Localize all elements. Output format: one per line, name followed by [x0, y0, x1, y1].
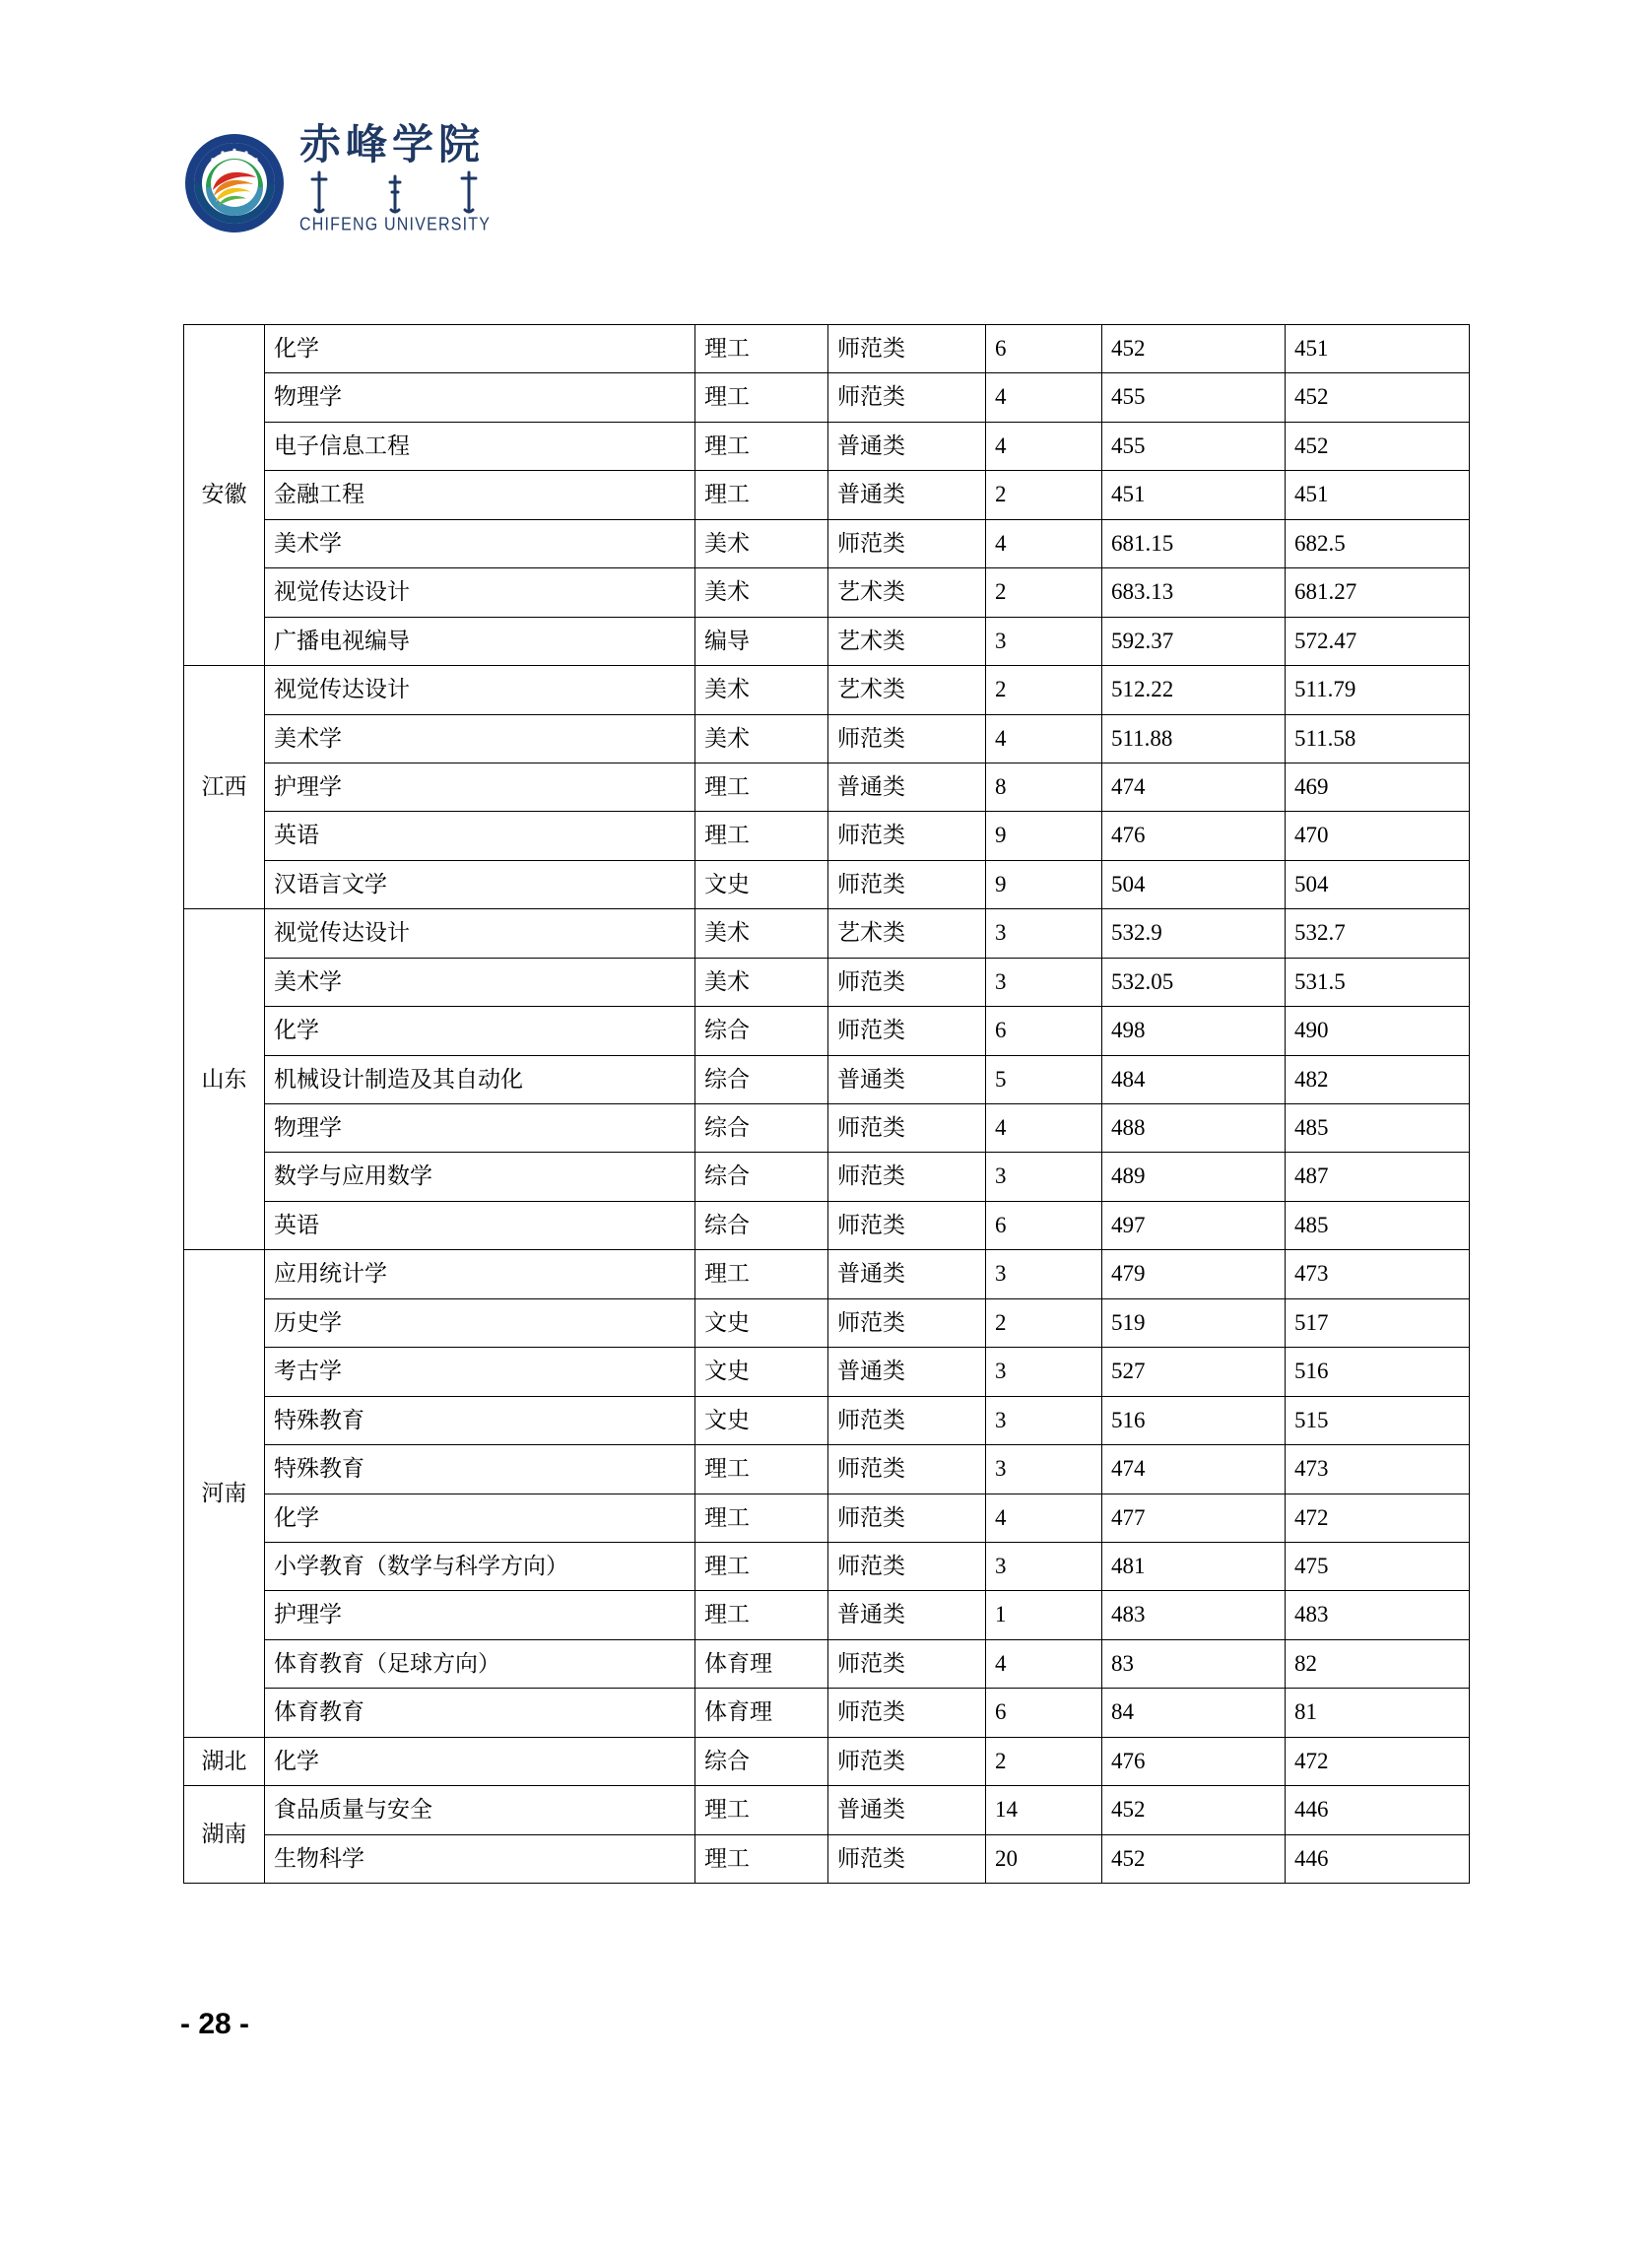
cell-high-score: 504: [1102, 860, 1286, 908]
table-row: [184, 1153, 1470, 1201]
cell-low-score: 81: [1286, 1689, 1470, 1737]
cell-high-score: 452: [1102, 1786, 1286, 1834]
cell-low-score: 470: [1286, 812, 1470, 860]
cell-count: 3: [986, 1153, 1102, 1201]
cell-high-score: 516: [1102, 1396, 1286, 1444]
cell-count: 5: [986, 1055, 1102, 1103]
cell-category: 师范类: [828, 1834, 986, 1883]
cell-category: 师范类: [828, 860, 986, 908]
cell-province: 安徽: [184, 325, 265, 666]
cell-count: 4: [986, 1639, 1102, 1688]
cell-category: 普通类: [828, 1348, 986, 1396]
cell-low-score: 516: [1286, 1348, 1470, 1396]
cell-category: 普通类: [828, 471, 986, 519]
cell-category: 师范类: [828, 1396, 986, 1444]
cell-category: 师范类: [828, 1494, 986, 1542]
cell-category: 师范类: [828, 1689, 986, 1737]
cell-high-score: 527: [1102, 1348, 1286, 1396]
table-row: [184, 1348, 1470, 1396]
cell-subject: 综合: [695, 1007, 828, 1055]
cell-subject: 综合: [695, 1737, 828, 1785]
cell-major: 汉语言文学: [265, 860, 695, 908]
cell-count: 2: [986, 568, 1102, 617]
cell-category: 师范类: [828, 1104, 986, 1153]
cell-count: 3: [986, 1250, 1102, 1298]
table-row: [184, 1298, 1470, 1347]
cell-count: 2: [986, 666, 1102, 714]
cell-count: 4: [986, 1494, 1102, 1542]
university-name-cn: 赤峰学院: [299, 123, 486, 168]
cell-count: 3: [986, 909, 1102, 958]
cell-high-score: 455: [1102, 373, 1286, 422]
cell-category: 普通类: [828, 763, 986, 811]
cell-subject: 理工: [695, 1591, 828, 1639]
table-row: [184, 1786, 1470, 1834]
table-row: [184, 1639, 1470, 1688]
cell-category: 师范类: [828, 812, 986, 860]
cell-subject: 美术: [695, 714, 828, 763]
cell-major: 广播电视编导: [265, 617, 695, 665]
cell-count: 3: [986, 1542, 1102, 1590]
cell-subject: 理工: [695, 1250, 828, 1298]
cell-high-score: 476: [1102, 1737, 1286, 1785]
table-row: [184, 519, 1470, 567]
cell-major: 化学: [265, 325, 695, 373]
cell-subject: 理工: [695, 422, 828, 470]
cell-high-score: 512.22: [1102, 666, 1286, 714]
cell-major: 英语: [265, 812, 695, 860]
cell-subject: 美术: [695, 519, 828, 567]
cell-high-score: 681.15: [1102, 519, 1286, 567]
cell-subject: 综合: [695, 1104, 828, 1153]
cell-major: 护理学: [265, 1591, 695, 1639]
cell-high-score: 532.05: [1102, 958, 1286, 1006]
cell-low-score: 515: [1286, 1396, 1470, 1444]
cell-subject: 理工: [695, 471, 828, 519]
cell-category: 师范类: [828, 519, 986, 567]
cell-count: 2: [986, 1737, 1102, 1785]
cell-major: 视觉传达设计: [265, 909, 695, 958]
table-row: [184, 1055, 1470, 1103]
cell-province: 山东: [184, 909, 265, 1250]
cell-low-score: 532.7: [1286, 909, 1470, 958]
cell-category: 师范类: [828, 1153, 986, 1201]
cell-high-score: 452: [1102, 1834, 1286, 1883]
cell-subject: 美术: [695, 909, 828, 958]
cell-category: 师范类: [828, 1445, 986, 1494]
cell-high-score: 452: [1102, 325, 1286, 373]
cell-category: 普通类: [828, 422, 986, 470]
table-row: [184, 1834, 1470, 1883]
university-name-en: CHIFENG UNIVERSITY: [299, 215, 492, 235]
cell-low-score: 511.79: [1286, 666, 1470, 714]
logo-wordmark: [299, 123, 516, 234]
cell-major: 特殊教育: [265, 1445, 695, 1494]
cell-category: 师范类: [828, 1007, 986, 1055]
cell-subject: 体育理: [695, 1639, 828, 1688]
table-row: [184, 812, 1470, 860]
cell-subject: 文史: [695, 1298, 828, 1347]
table-row: [184, 909, 1470, 958]
cell-major: 食品质量与安全: [265, 1786, 695, 1834]
cell-low-score: 452: [1286, 422, 1470, 470]
cell-province: 河南: [184, 1250, 265, 1737]
cell-category: 普通类: [828, 1786, 986, 1834]
table-row: [184, 471, 1470, 519]
cell-major: 美术学: [265, 958, 695, 1006]
cell-count: 3: [986, 617, 1102, 665]
cell-low-score: 483: [1286, 1591, 1470, 1639]
cell-major: 美术学: [265, 519, 695, 567]
cell-high-score: 488: [1102, 1104, 1286, 1153]
cell-subject: 理工: [695, 812, 828, 860]
cell-major: 英语: [265, 1201, 695, 1249]
cell-low-score: 485: [1286, 1104, 1470, 1153]
cell-count: 2: [986, 1298, 1102, 1347]
cell-high-score: 497: [1102, 1201, 1286, 1249]
cell-count: 20: [986, 1834, 1102, 1883]
cell-count: 2: [986, 471, 1102, 519]
cell-count: 3: [986, 1396, 1102, 1444]
cell-major: 考古学: [265, 1348, 695, 1396]
cell-subject: 综合: [695, 1055, 828, 1103]
cell-low-score: 446: [1286, 1786, 1470, 1834]
cell-low-score: 446: [1286, 1834, 1470, 1883]
cell-category: 师范类: [828, 325, 986, 373]
cell-subject: 综合: [695, 1201, 828, 1249]
cell-count: 1: [986, 1591, 1102, 1639]
table-row: [184, 422, 1470, 470]
cell-category: 普通类: [828, 1591, 986, 1639]
cell-subject: 美术: [695, 568, 828, 617]
table-row: [184, 568, 1470, 617]
cell-subject: 理工: [695, 1542, 828, 1590]
cell-major: 护理学: [265, 763, 695, 811]
cell-low-score: 681.27: [1286, 568, 1470, 617]
document-header: [183, 123, 516, 235]
cell-major: 化学: [265, 1007, 695, 1055]
cell-category: 师范类: [828, 1639, 986, 1688]
cell-count: 14: [986, 1786, 1102, 1834]
cell-low-score: 472: [1286, 1494, 1470, 1542]
cell-low-score: 451: [1286, 325, 1470, 373]
table-row: [184, 1591, 1470, 1639]
cell-high-score: 479: [1102, 1250, 1286, 1298]
table-row: [184, 1104, 1470, 1153]
cell-high-score: 474: [1102, 763, 1286, 811]
cell-high-score: 484: [1102, 1055, 1286, 1103]
cell-subject: 体育理: [695, 1689, 828, 1737]
table-row: [184, 1250, 1470, 1298]
cell-high-score: 476: [1102, 812, 1286, 860]
cell-major: 体育教育: [265, 1689, 695, 1737]
cell-subject: 文史: [695, 860, 828, 908]
cell-low-score: 517: [1286, 1298, 1470, 1347]
cell-province: 江西: [184, 666, 265, 909]
cell-high-score: 483: [1102, 1591, 1286, 1639]
cell-subject: 美术: [695, 666, 828, 714]
cell-province: 湖北: [184, 1737, 265, 1785]
cell-category: 艺术类: [828, 909, 986, 958]
cell-high-score: 489: [1102, 1153, 1286, 1201]
cell-high-score: 455: [1102, 422, 1286, 470]
cell-high-score: 532.9: [1102, 909, 1286, 958]
table-row: [184, 1445, 1470, 1494]
table-row: [184, 325, 1470, 373]
cell-major: 化学: [265, 1494, 695, 1542]
cell-count: 4: [986, 519, 1102, 567]
cell-count: 6: [986, 1689, 1102, 1737]
cell-major: 小学教育（数学与科学方向）: [265, 1542, 695, 1590]
cell-subject: 美术: [695, 958, 828, 1006]
cell-major: 化学: [265, 1737, 695, 1785]
cell-high-score: 474: [1102, 1445, 1286, 1494]
table-row: [184, 860, 1470, 908]
cell-high-score: 477: [1102, 1494, 1286, 1542]
cell-low-score: 472: [1286, 1737, 1470, 1785]
cell-count: 8: [986, 763, 1102, 811]
cell-count: 3: [986, 1445, 1102, 1494]
cell-major: 物理学: [265, 1104, 695, 1153]
cell-major: 金融工程: [265, 471, 695, 519]
table-row: [184, 763, 1470, 811]
cell-category: 艺术类: [828, 568, 986, 617]
cell-low-score: 473: [1286, 1250, 1470, 1298]
cell-major: 应用统计学: [265, 1250, 695, 1298]
cell-category: 艺术类: [828, 666, 986, 714]
cell-high-score: 683.13: [1102, 568, 1286, 617]
admission-score-table: [183, 324, 1470, 1884]
cell-subject: 理工: [695, 1445, 828, 1494]
cell-subject: 编导: [695, 617, 828, 665]
cell-major: 机械设计制造及其自动化: [265, 1055, 695, 1103]
cell-count: 4: [986, 1104, 1102, 1153]
cell-major: 历史学: [265, 1298, 695, 1347]
cell-low-score: 473: [1286, 1445, 1470, 1494]
cell-subject: 理工: [695, 325, 828, 373]
cell-category: 师范类: [828, 373, 986, 422]
cell-low-score: 452: [1286, 373, 1470, 422]
cell-high-score: 511.88: [1102, 714, 1286, 763]
cell-count: 6: [986, 1201, 1102, 1249]
table-row: [184, 1737, 1470, 1785]
table-body: [184, 325, 1470, 1884]
table-row: [184, 714, 1470, 763]
table-row: [184, 1542, 1470, 1590]
table-row: [184, 1201, 1470, 1249]
cell-low-score: 475: [1286, 1542, 1470, 1590]
cell-major: 物理学: [265, 373, 695, 422]
cell-subject: 理工: [695, 1494, 828, 1542]
table-row: [184, 1007, 1470, 1055]
cell-category: 师范类: [828, 1737, 986, 1785]
cell-subject: 理工: [695, 1786, 828, 1834]
cell-low-score: 451: [1286, 471, 1470, 519]
cell-high-score: 519: [1102, 1298, 1286, 1347]
cell-major: 视觉传达设计: [265, 568, 695, 617]
cell-low-score: 511.58: [1286, 714, 1470, 763]
cell-subject: 理工: [695, 1834, 828, 1883]
cell-high-score: 84: [1102, 1689, 1286, 1737]
cell-high-score: 481: [1102, 1542, 1286, 1590]
cell-high-score: 451: [1102, 471, 1286, 519]
cell-low-score: 682.5: [1286, 519, 1470, 567]
cell-count: 3: [986, 1348, 1102, 1396]
cell-major: 电子信息工程: [265, 422, 695, 470]
cell-subject: 综合: [695, 1153, 828, 1201]
cell-major: 视觉传达设计: [265, 666, 695, 714]
table-row: [184, 666, 1470, 714]
table-row: [184, 617, 1470, 665]
table-row: [184, 958, 1470, 1006]
cell-count: 4: [986, 373, 1102, 422]
page-number: - 28 -: [180, 2008, 250, 2040]
cell-subject: 理工: [695, 373, 828, 422]
cell-category: 师范类: [828, 1201, 986, 1249]
table-row: [184, 1689, 1470, 1737]
cell-count: 4: [986, 422, 1102, 470]
cell-subject: 文史: [695, 1348, 828, 1396]
cell-count: 6: [986, 325, 1102, 373]
cell-count: 6: [986, 1007, 1102, 1055]
cell-major: 数学与应用数学: [265, 1153, 695, 1201]
cell-high-score: 83: [1102, 1639, 1286, 1688]
cell-major: 体育教育（足球方向）: [265, 1639, 695, 1688]
cell-category: 普通类: [828, 1250, 986, 1298]
cell-category: 师范类: [828, 714, 986, 763]
cell-category: 师范类: [828, 1542, 986, 1590]
university-name-mongolian: [299, 170, 516, 214]
table-row: [184, 1396, 1470, 1444]
table-row: [184, 373, 1470, 422]
cell-major: 美术学: [265, 714, 695, 763]
table-row: [184, 1494, 1470, 1542]
cell-high-score: 498: [1102, 1007, 1286, 1055]
cell-category: 师范类: [828, 958, 986, 1006]
cell-category: 艺术类: [828, 617, 986, 665]
cell-count: 3: [986, 958, 1102, 1006]
cell-major: 特殊教育: [265, 1396, 695, 1444]
cell-high-score: 592.37: [1102, 617, 1286, 665]
cell-province: 湖南: [184, 1786, 265, 1884]
cell-low-score: 490: [1286, 1007, 1470, 1055]
cell-low-score: 482: [1286, 1055, 1470, 1103]
admission-score-table-wrapper: [183, 324, 1469, 1884]
cell-low-score: 469: [1286, 763, 1470, 811]
chifeng-university-emblem-icon: [183, 132, 286, 234]
cell-count: 9: [986, 812, 1102, 860]
cell-low-score: 487: [1286, 1153, 1470, 1201]
cell-subject: 理工: [695, 763, 828, 811]
cell-low-score: 485: [1286, 1201, 1470, 1249]
cell-category: 普通类: [828, 1055, 986, 1103]
cell-count: 9: [986, 860, 1102, 908]
cell-low-score: 82: [1286, 1639, 1470, 1688]
cell-low-score: 504: [1286, 860, 1470, 908]
cell-low-score: 572.47: [1286, 617, 1470, 665]
cell-category: 师范类: [828, 1298, 986, 1347]
cell-major: 生物科学: [265, 1834, 695, 1883]
cell-subject: 文史: [695, 1396, 828, 1444]
cell-count: 4: [986, 714, 1102, 763]
cell-low-score: 531.5: [1286, 958, 1470, 1006]
